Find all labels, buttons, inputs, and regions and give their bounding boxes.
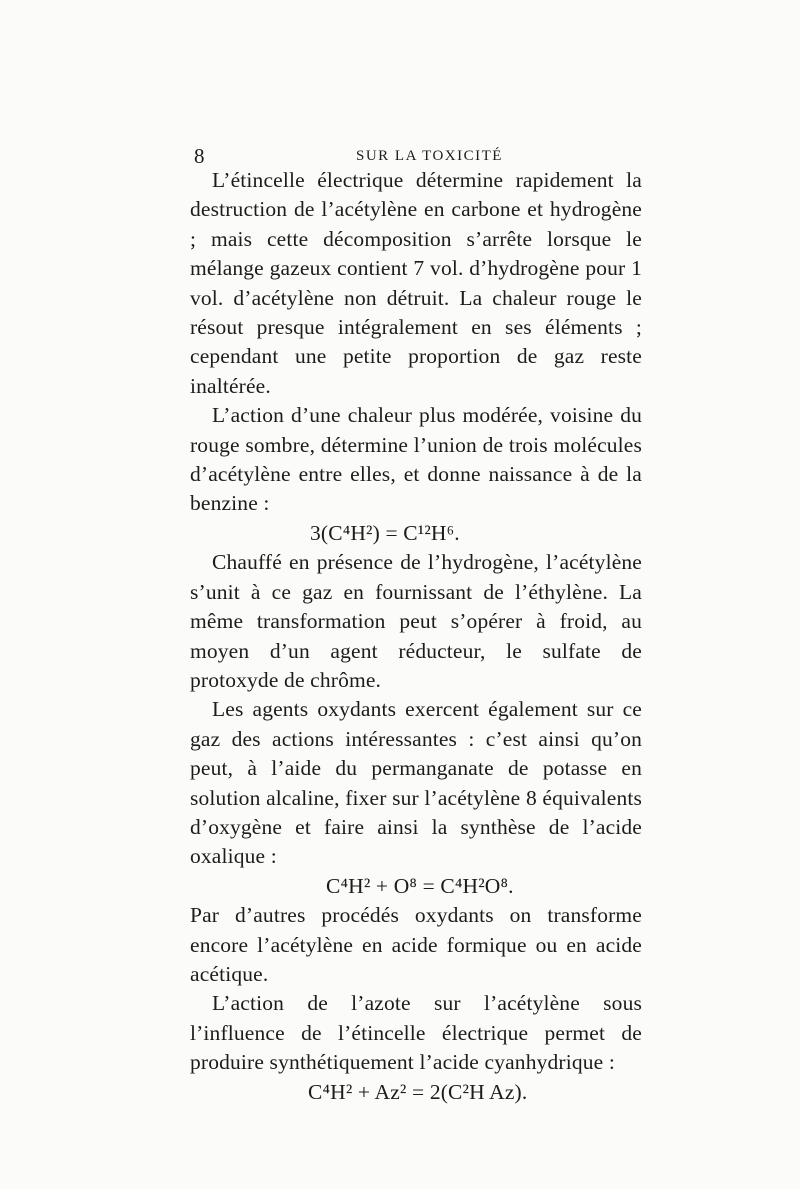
paragraph-benzine-synthesis: L’action d’une chaleur plus modérée, voisine du rouge sombre, détermine l’union de trois molécules d’acétylène entre elles, et donne naissance à de la benzine :: [190, 403, 642, 516]
formula-benzine: 3(C⁴H²) = C¹²H⁶.: [310, 520, 460, 545]
paragraph-oxidation: Les agents oxydants exercent également sur ce gaz des actions intéressantes : c’est ainsi qu’on peut, à l’aide du permanganate de potasse en solution alcaline, fixer sur l’acétylène 8 équivalents d’oxygène et faire ainsi la synthèse de l’acide oxalique :: [190, 697, 642, 869]
formula-cyanhydric-acid: C⁴H² + Az² = 2(C²H Az).: [308, 1079, 528, 1104]
running-head: SUR LA TOXICITÉ: [356, 148, 503, 164]
page-body: [190, 166, 642, 1107]
formula-oxalic-acid: C⁴H² + O⁸ = C⁴H²O⁸.: [326, 873, 514, 898]
paragraph-spark-decomposition: L’étincelle électrique détermine rapidement la destruction de l’acétylène en carbone et hydrogène ; mais cette décomposition s’arrête lorsque le mélange gazeux contient 7 vol. d’hydrogène pour 1 vol. d’acétylène non détruit. La chaleur rouge le résout presque intégralement en ses éléments ; cependant une petite proportion de gaz reste inaltérée.: [190, 168, 642, 398]
paragraph-hydrogenation: Chauffé en présence de l’hydrogène, l’acétylène s’unit à ce gaz en fournissant de l’éthylène. La même transformation peut s’opérer à froid, au moyen d’un agent réducteur, le sulfate de protoxyde de chrôme.: [190, 550, 642, 692]
paragraph-formic-acetic: Par d’autres procédés oxydants on transforme encore l’acétylène en acide formique ou en acide acétique.: [190, 903, 642, 986]
paragraph-cyanhydric: L’action de l’azote sur l’acétylène sous l’influence de l’étincelle électrique permet de produire synthétiquement l’acide cyanhydrique :: [190, 991, 642, 1075]
page-number: 8: [194, 144, 205, 168]
page-header: [186, 138, 646, 168]
